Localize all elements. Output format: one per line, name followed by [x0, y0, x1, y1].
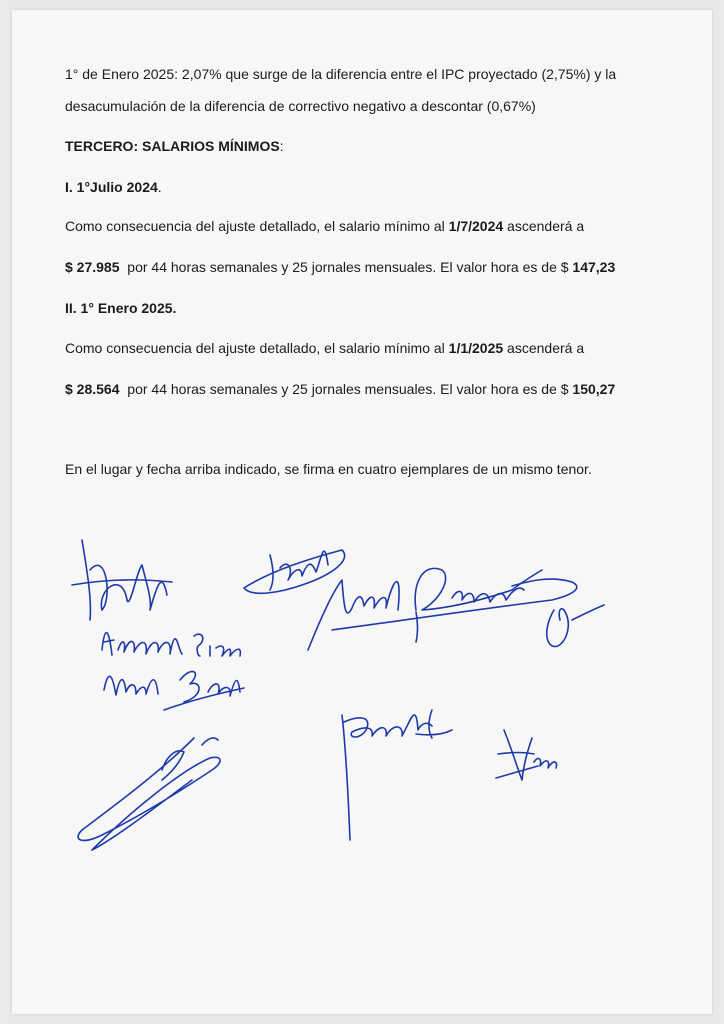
hourly-value: 147,23 [572, 259, 616, 275]
signature-scribble-4 [78, 738, 220, 850]
signature-scribble-1 [72, 540, 172, 620]
signature-scribble-5 [342, 710, 452, 840]
subsection-prefix: I. [65, 179, 73, 195]
hourly-value: 150,27 [572, 381, 616, 397]
text-run: Como consecuencia del ajuste detallado, el salario mínimo al [65, 340, 449, 356]
paragraph-line: desacumulación de la diferencia de correctivo negativo a descontar (0,67%) [65, 98, 536, 114]
text-run: por 44 horas semanales y 25 jornales mensuales. El valor hora es de $ [119, 259, 573, 275]
text-run: por 44 horas semanales y 25 jornales mensuales. El valor hora es de $ [119, 381, 573, 397]
salary-amount: $ 27.985 [65, 259, 120, 275]
signature-scribble-6 [496, 730, 557, 780]
closing-line: En el lugar y fecha arriba indicado, se firma en cuatro ejemplares de un mismo tenor. [65, 461, 592, 477]
heading-text: TERCERO: SALARIOS MÍNIMOS [65, 138, 280, 154]
signature-name-alejandra-picco [102, 633, 240, 656]
text-run: Como consecuencia del ajuste detallado, el salario mínimo al [65, 218, 449, 234]
date-value: 1/1/2025 [448, 340, 504, 356]
signature-scribble-2 [244, 550, 345, 593]
signature-name-mariela-bechel [104, 671, 244, 710]
document-page [12, 10, 712, 1014]
heading-colon: : [279, 138, 284, 154]
paragraph-line: 1° de Enero 2025: 2,07% que surge de la diferencia entre el IPC proyectado (2,75%) y la [65, 66, 617, 82]
signatures-area [12, 10, 712, 1014]
text-run: ascenderá a [503, 340, 585, 356]
date-value: 1/7/2024 [448, 218, 504, 234]
signature-name-mabel-lorenzo [308, 568, 604, 650]
subsection-date: 1°Julio 2024 [76, 179, 158, 195]
subsection-text: II. 1° Enero 2025. [65, 300, 177, 316]
text-run: ascenderá a [503, 218, 585, 234]
salary-amount: $ 28.564 [65, 381, 120, 397]
subsection-dot: . [157, 179, 162, 195]
